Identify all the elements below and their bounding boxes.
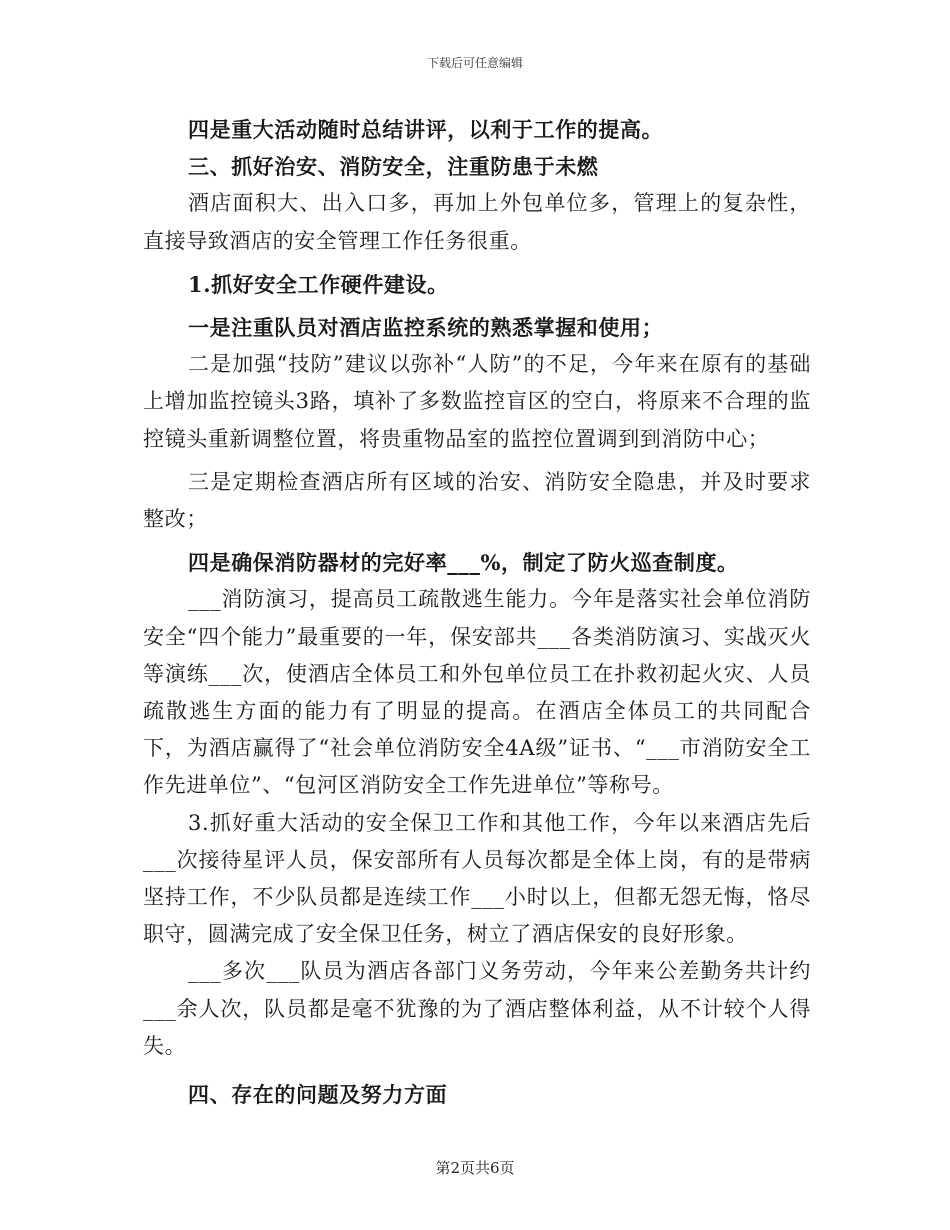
paragraph-hotel-complexity: 酒店面积大、出入口多，再加上外包单位多，管理上的复杂性，直接导致酒店的安全管理工作任务很重。 — [143, 191, 811, 253]
paragraph-fire-drills: ___消防演习，提高员工疏散逃生能力。今年是落实社会单位消防安全“四个能力”最重要的一年，保安部共___各类消防演习、实战灭火等演练___次，使酒店全体员工和外包单位员工在扑救初起火灾、人员疏散逃生方面的能力有了明显的提高。在酒店全体员工的共同配合下，为酒店赢得了“社会单位消防安全4A级”证书、“___市消防安全工作先进单位”、“包河区消防安全工作先进单位”等称号。 — [143, 587, 811, 798]
page-header: 下载后可任意编辑 — [426, 56, 523, 70]
paragraph-regular-inspection: 三是定期检查酒店所有区域的治安、消防安全隐患，并及时要求整改； — [143, 469, 811, 532]
paragraph-activity-review: 四是重大活动随时总结讲评，以利于工作的提高。 — [188, 117, 664, 142]
section-heading-fire-safety: 三、抓好治安、消防安全，注重防患于未燃 — [188, 154, 599, 180]
page-number: 第2页共6页 — [435, 1159, 515, 1177]
paragraph-technical-defense: 二是加强“技防”建议以弥补“人防”的不足，今年来在原有的基础上增加监控镜头3路，填补了多数监控盲区的空白，将原来不合理的监控镜头重新调整位置，将贵重物品室的监控位置调到到消防中心； — [143, 352, 811, 451]
document-body — [143, 111, 811, 1113]
paragraph-monitoring-system: 一是注重队员对酒店监控系统的熟悉掌握和使用； — [188, 315, 664, 341]
section-heading-problems: 四、存在的问题及努力方面 — [188, 1082, 448, 1108]
subheading-hardware: 1.抓好安全工作硬件建设。 — [188, 271, 449, 297]
paragraph-fire-equipment: 四是确保消防器材的完好率___%，制定了防火巡查制度。 — [188, 550, 739, 576]
paragraph-major-events: 3.抓好重大活动的安全保卫工作和其他工作，今年以来酒店先后___次接待星评人员，保安部所有人员每次都是全体上岗，有的是带病坚持工作，不少队员都是连续工作___小时以上，但都无怨无悔，恪尽职守，圆满完成了安全保卫任务，树立了酒店保安的良好形象。 — [143, 810, 811, 947]
paragraph-volunteer-labor: ___多次___队员为酒店各部门义务劳动，今年来公差勤务共计约___余人次，队员都是毫不犹豫的为了酒店整体利益，从不计较个人得失。 — [143, 959, 811, 1058]
